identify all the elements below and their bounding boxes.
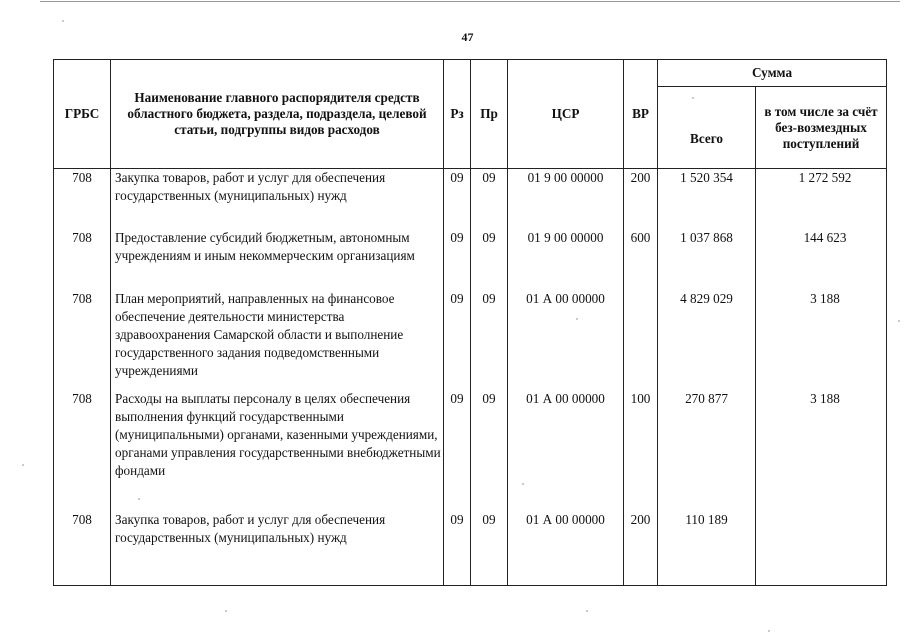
cell-csr: 01 А 00 00000	[508, 290, 624, 390]
table-row	[54, 290, 887, 390]
cell-free: 1 272 592	[756, 169, 887, 229]
header-rz: Рз	[444, 60, 471, 169]
cell-free	[756, 511, 887, 586]
cell-vr: 200	[624, 169, 658, 229]
cell-pr: 09	[471, 390, 508, 511]
cell-grbs: 708	[54, 511, 111, 586]
cell-rz: 09	[444, 511, 471, 586]
scan-speck	[586, 610, 588, 612]
cell-free: 3 188	[756, 290, 887, 390]
cell-total: 1 037 868	[658, 229, 756, 290]
table-row	[54, 169, 887, 229]
cell-total: 1 520 354	[658, 169, 756, 229]
scan-speck	[225, 610, 227, 612]
cell-grbs: 708	[54, 290, 111, 390]
cell-total: 4 829 029	[658, 290, 756, 390]
header-total: Всего	[658, 87, 756, 169]
cell-vr	[624, 290, 658, 390]
scan-speck	[898, 320, 900, 322]
cell-rz: 09	[444, 229, 471, 290]
scan-speck	[62, 20, 64, 22]
cell-vr: 100	[624, 390, 658, 511]
cell-free: 3 188	[756, 390, 887, 511]
cell-csr: 01 9 00 00000	[508, 229, 624, 290]
cell-pr: 09	[471, 290, 508, 390]
cell-grbs: 708	[54, 390, 111, 511]
cell-name: Расходы на выплаты персоналу в целях обеспечения выполнения функций государственными (муниципальными) органами, казенными учреждениями, органами управления государственными внебюджетными фондами	[111, 390, 444, 511]
scan-speck	[576, 318, 578, 320]
cell-pr: 09	[471, 169, 508, 229]
header-grbs: ГРБС	[54, 60, 111, 169]
header-csr: ЦСР	[508, 60, 624, 169]
scan-speck	[22, 464, 24, 466]
scan-speck	[692, 97, 694, 99]
cell-free: 144 623	[756, 229, 887, 290]
cell-rz: 09	[444, 390, 471, 511]
cell-name: Закупка товаров, работ и услуг для обеспечения государственных (муниципальных) нужд	[111, 169, 444, 229]
cell-vr: 200	[624, 511, 658, 586]
cell-csr: 01 А 00 00000	[508, 390, 624, 511]
cell-csr: 01 А 00 00000	[508, 511, 624, 586]
scan-edge-line	[40, 1, 900, 2]
table-row	[54, 511, 887, 586]
header-row-1	[54, 60, 887, 87]
cell-rz: 09	[444, 290, 471, 390]
header-sum: Сумма	[658, 60, 887, 87]
header-vr: ВР	[624, 60, 658, 169]
cell-total: 110 189	[658, 511, 756, 586]
page-number: 47	[461, 30, 474, 44]
table-row	[54, 390, 887, 511]
cell-pr: 09	[471, 229, 508, 290]
cell-name: Предоставление субсидий бюджетным, автономным учреждениям и иным некоммерческим организациям	[111, 229, 444, 290]
cell-name: Закупка товаров, работ и услуг для обеспечения государственных (муниципальных) нужд	[111, 511, 444, 586]
cell-name: План мероприятий, направленных на финансовое обеспечение деятельности министерства здравоохранения Самарской области и выполнение государственного задания подведомственными учреждениями	[111, 290, 444, 390]
scan-speck	[522, 483, 524, 485]
cell-vr: 600	[624, 229, 658, 290]
header-pr: Пр	[471, 60, 508, 169]
cell-total: 270 877	[658, 390, 756, 511]
cell-grbs: 708	[54, 229, 111, 290]
table-row	[54, 229, 887, 290]
cell-pr: 09	[471, 511, 508, 586]
scan-speck	[768, 630, 770, 632]
cell-csr: 01 9 00 00000	[508, 169, 624, 229]
scan-speck	[138, 498, 140, 500]
budget-table	[53, 59, 887, 586]
cell-grbs: 708	[54, 169, 111, 229]
header-name: Наименование главного распорядителя средств областного бюджета, раздела, подраздела, целевой статьи, подгруппы видов расходов	[111, 60, 444, 169]
cell-rz: 09	[444, 169, 471, 229]
header-incl-free: в том числе за счёт без-возмездных поступлений	[756, 87, 887, 169]
